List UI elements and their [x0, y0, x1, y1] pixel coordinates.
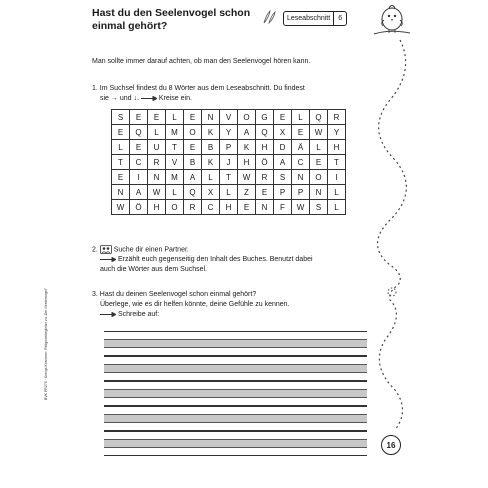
grid-cell[interactable]: H	[328, 140, 346, 155]
page-title: Hast du den Seelenvogel schon einmal gehört?	[92, 7, 251, 32]
writing-line[interactable]	[104, 356, 367, 381]
grid-cell[interactable]: L	[328, 200, 346, 215]
grid-cell[interactable]: O	[166, 200, 184, 215]
page-number: 16	[381, 435, 401, 455]
grid-cell[interactable]: L	[220, 185, 238, 200]
grid-cell[interactable]: N	[256, 200, 274, 215]
intro-text: Man sollte immer darauf achten, ob man den Seelenvogel hören kann.	[92, 58, 311, 65]
grid-cell[interactable]: F	[274, 200, 292, 215]
grid-cell[interactable]: E	[256, 185, 274, 200]
grid-cell[interactable]: T	[220, 170, 238, 185]
grid-cell[interactable]: N	[202, 110, 220, 125]
side-note: BVK PR276 · Svenja Kirschner: Religionsbegleiter zu „Der Seelenvogel"	[44, 288, 48, 400]
task-3-line-3: Schreibe auf:	[92, 310, 352, 320]
grid-cell[interactable]: T	[328, 155, 346, 170]
writing-line[interactable]	[104, 331, 367, 356]
writing-lines[interactable]	[104, 331, 367, 456]
grid-cell[interactable]: E	[112, 170, 130, 185]
grid-cell[interactable]: G	[256, 110, 274, 125]
grid-cell[interactable]: U	[148, 140, 166, 155]
grid-cell[interactable]: S	[274, 170, 292, 185]
grid-cell[interactable]: X	[274, 125, 292, 140]
grid-cell[interactable]: S	[112, 110, 130, 125]
writing-line[interactable]	[104, 431, 367, 456]
grid-cell[interactable]: Y	[220, 125, 238, 140]
task-2-line-1: 2. Suche dir einen Partner.	[92, 246, 189, 254]
grid-cell[interactable]: R	[328, 110, 346, 125]
grid-cell[interactable]: B	[184, 155, 202, 170]
task-3-line-2: Überlege, wie es dir helfen könnte, deine Gefühle zu kennen.	[100, 301, 290, 308]
writing-line[interactable]	[104, 406, 367, 431]
grid-row	[112, 170, 346, 185]
grid-cell[interactable]: E	[130, 110, 148, 125]
dotted-path-decoration	[360, 30, 420, 450]
task-1-line-1: 1. Im Suchsel findest du 8 Wörter aus dem Leseabschnitt. Du findest	[92, 85, 305, 92]
grid-cell[interactable]: R	[148, 155, 166, 170]
grid-cell[interactable]: V	[166, 155, 184, 170]
grid-cell[interactable]: X	[202, 185, 220, 200]
task-1-line-2: sie → und ↓. Kreise ein.	[100, 95, 192, 102]
grid-cell[interactable]: N	[112, 185, 130, 200]
grid-cell[interactable]: Ä	[292, 140, 310, 155]
grid-cell[interactable]: E	[130, 140, 148, 155]
grid-row	[112, 185, 346, 200]
pencil-icon	[100, 312, 116, 317]
grid-cell[interactable]: W	[310, 125, 328, 140]
grid-cell[interactable]: O	[310, 170, 328, 185]
grid-cell[interactable]: W	[148, 185, 166, 200]
grid-cell[interactable]: Q	[256, 125, 274, 140]
grid-cell[interactable]: Q	[310, 110, 328, 125]
grid-cell[interactable]: L	[148, 125, 166, 140]
grid-cell[interactable]: W	[112, 200, 130, 215]
grid-cell[interactable]: A	[184, 170, 202, 185]
grid-cell[interactable]: T	[166, 140, 184, 155]
grid-cell[interactable]: A	[274, 155, 292, 170]
grid-cell[interactable]: R	[184, 200, 202, 215]
section-badge	[283, 11, 347, 26]
grid-cell[interactable]: L	[310, 140, 328, 155]
grid-cell[interactable]: J	[220, 155, 238, 170]
grid-cell[interactable]: W	[238, 170, 256, 185]
grid-cell[interactable]: O	[184, 125, 202, 140]
pencil-icon	[141, 96, 157, 101]
grid-cell[interactable]: T	[112, 155, 130, 170]
grid-cell[interactable]: S	[310, 200, 328, 215]
grid-row	[112, 125, 346, 140]
grid-cell[interactable]: L	[166, 110, 184, 125]
grid-cell[interactable]: C	[130, 155, 148, 170]
grid-cell[interactable]: Q	[184, 185, 202, 200]
grid-cell[interactable]: E	[184, 140, 202, 155]
grid-cell[interactable]: K	[202, 125, 220, 140]
grid-cell[interactable]: M	[166, 170, 184, 185]
grid-cell[interactable]: V	[220, 110, 238, 125]
grid-cell[interactable]: M	[166, 125, 184, 140]
task-1	[92, 84, 342, 104]
grid-cell[interactable]: H	[238, 155, 256, 170]
partner-icon	[100, 245, 112, 254]
grid-cell[interactable]: N	[310, 185, 328, 200]
grid-row	[112, 155, 346, 170]
grid-cell[interactable]: E	[148, 110, 166, 125]
grid-row	[112, 110, 346, 125]
task-2-line-2: Erzählt euch gegenseitig den Inhalt des Buches. Benutzt dabei	[92, 255, 352, 265]
grid-row	[112, 140, 346, 155]
grid-cell[interactable]: Ö	[256, 155, 274, 170]
writing-line[interactable]	[104, 381, 367, 406]
grid-cell[interactable]: E	[310, 155, 328, 170]
grid-cell[interactable]: H	[220, 200, 238, 215]
grid-cell[interactable]: E	[274, 110, 292, 125]
grid-cell[interactable]: W	[292, 200, 310, 215]
grid-cell[interactable]: A	[130, 185, 148, 200]
grid-cell[interactable]: Q	[130, 125, 148, 140]
section-badge-number: 6	[333, 12, 346, 25]
grid-cell[interactable]: R	[256, 170, 274, 185]
grid-cell[interactable]: B	[202, 140, 220, 155]
grid-row	[112, 200, 346, 215]
grid-cell[interactable]: P	[220, 140, 238, 155]
grid-cell[interactable]: E	[184, 110, 202, 125]
arrow-down-icon: ↓	[133, 95, 137, 102]
section-badge-label: Leseabschnitt	[287, 15, 331, 22]
task-2	[92, 245, 352, 275]
pencil-icon	[100, 257, 116, 262]
task-3	[92, 290, 352, 320]
grid-cell[interactable]: N	[292, 170, 310, 185]
grid-cell[interactable]: E	[112, 125, 130, 140]
grid-cell[interactable]: H	[148, 200, 166, 215]
grid-cell[interactable]: C	[292, 155, 310, 170]
grid-cell[interactable]: D	[274, 140, 292, 155]
grid-cell[interactable]: I	[130, 170, 148, 185]
grid-cell[interactable]: O	[238, 110, 256, 125]
grid-cell[interactable]: I	[328, 170, 346, 185]
grid-cell[interactable]: Z	[238, 185, 256, 200]
grid-cell[interactable]: A	[238, 125, 256, 140]
task-3-line-1: 3. Hast du deinen Seelenvogel schon einmal gehört?	[92, 291, 257, 298]
grid-cell[interactable]: Y	[328, 125, 346, 140]
grid-cell[interactable]: K	[238, 140, 256, 155]
grid-cell[interactable]: L	[112, 140, 130, 155]
grid-cell[interactable]: L	[202, 170, 220, 185]
grid-cell[interactable]: C	[202, 200, 220, 215]
grid-cell[interactable]: L	[166, 185, 184, 200]
grid-cell[interactable]: P	[292, 185, 310, 200]
grid-cell[interactable]: N	[148, 170, 166, 185]
grid-cell[interactable]: L	[292, 110, 310, 125]
grid-cell[interactable]: E	[292, 125, 310, 140]
grid-cell[interactable]: H	[256, 140, 274, 155]
grid-cell[interactable]: Ö	[130, 200, 148, 215]
grid-cell[interactable]: P	[274, 185, 292, 200]
grid-cell[interactable]: L	[328, 185, 346, 200]
word-search-grid	[111, 109, 346, 215]
feather-icon	[261, 10, 277, 24]
grid-cell[interactable]: K	[202, 155, 220, 170]
arrow-right-icon: →	[110, 95, 118, 102]
task-2-line-3: auch die Wörter aus dem Suchsel.	[100, 266, 207, 274]
grid-cell[interactable]: E	[238, 200, 256, 215]
